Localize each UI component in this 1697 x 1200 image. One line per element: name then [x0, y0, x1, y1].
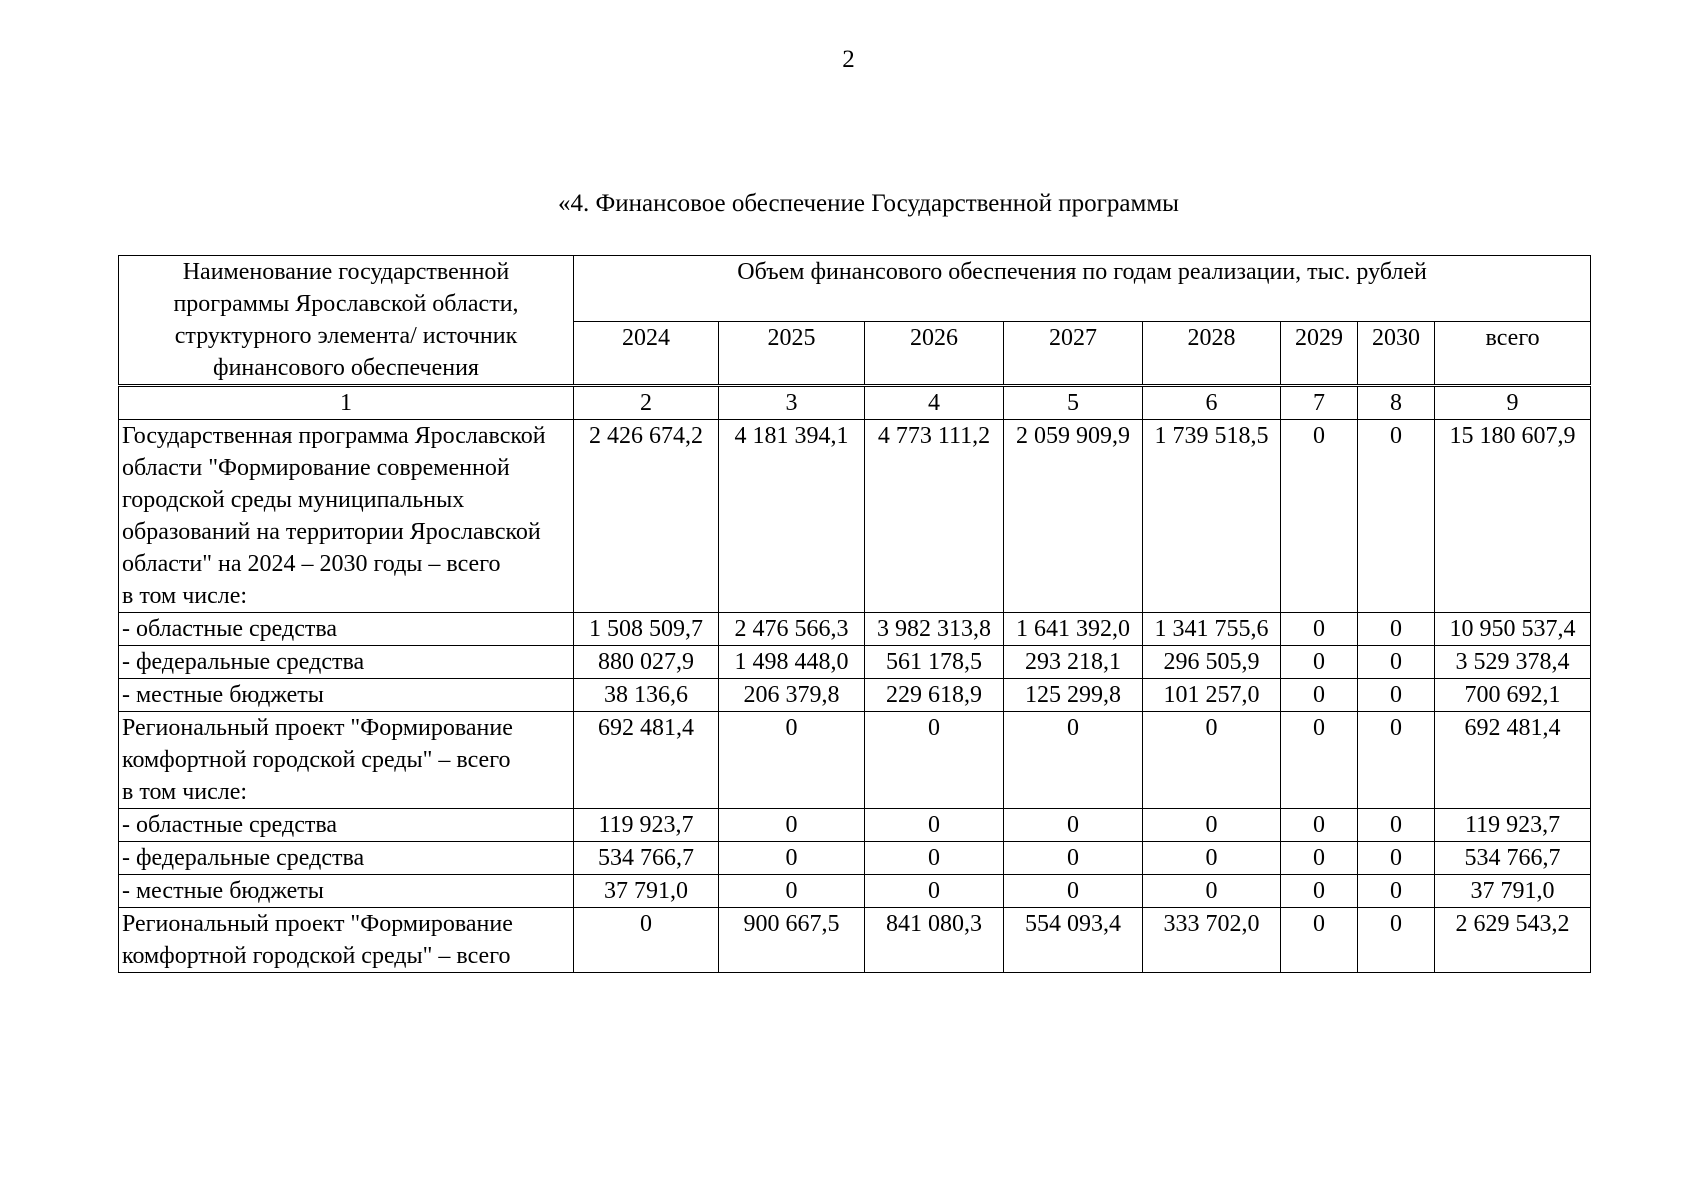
row-value: 554 093,4 [1004, 908, 1143, 973]
column-number: 7 [1281, 386, 1358, 420]
row-value: 101 257,0 [1143, 679, 1281, 712]
row-value: 0 [1143, 842, 1281, 875]
row-value: 0 [1281, 809, 1358, 842]
row-value: 0 [1143, 875, 1281, 908]
header-year: 2026 [865, 322, 1004, 386]
row-value: 0 [1004, 842, 1143, 875]
row-value: 119 923,7 [574, 809, 719, 842]
table-row [119, 875, 1591, 908]
row-value: 3 982 313,8 [865, 613, 1004, 646]
row-value: 0 [1143, 809, 1281, 842]
row-value: 841 080,3 [865, 908, 1004, 973]
row-value: 2 629 543,2 [1435, 908, 1591, 973]
row-value: 0 [865, 712, 1004, 809]
row-value: 0 [1004, 809, 1143, 842]
row-value: 125 299,8 [1004, 679, 1143, 712]
header-year: 2029 [1281, 322, 1358, 386]
row-value: 0 [1004, 712, 1143, 809]
row-value: 4 181 394,1 [719, 420, 865, 613]
row-value: 880 027,9 [574, 646, 719, 679]
row-value: 0 [719, 712, 865, 809]
header-year: 2024 [574, 322, 719, 386]
row-value: 0 [1358, 809, 1435, 842]
header-total: всего [1435, 322, 1591, 386]
header-year: 2025 [719, 322, 865, 386]
row-value: 206 379,8 [719, 679, 865, 712]
table-row [119, 646, 1591, 679]
row-value: 0 [1358, 613, 1435, 646]
row-value: 333 702,0 [1143, 908, 1281, 973]
row-value: 1 498 448,0 [719, 646, 865, 679]
table-row [119, 842, 1591, 875]
row-value: 0 [865, 875, 1004, 908]
row-value: 0 [1004, 875, 1143, 908]
row-value: 0 [1281, 875, 1358, 908]
row-name: - областные средства [119, 809, 574, 842]
row-value: 1 641 392,0 [1004, 613, 1143, 646]
row-name: - местные бюджеты [119, 875, 574, 908]
row-value: 0 [865, 809, 1004, 842]
row-value: 561 178,5 [865, 646, 1004, 679]
row-value: 692 481,4 [1435, 712, 1591, 809]
header-name-column: Наименование государственной программы Ярославской области, структурного элемента/ источник финансового обеспечения [119, 256, 574, 386]
row-name: - областные средства [119, 613, 574, 646]
table-row [119, 712, 1591, 809]
column-number: 3 [719, 386, 865, 420]
row-value: 37 791,0 [574, 875, 719, 908]
table-row [119, 809, 1591, 842]
row-value: 38 136,6 [574, 679, 719, 712]
header-year: 2030 [1358, 322, 1435, 386]
column-number: 1 [119, 386, 574, 420]
row-value: 0 [719, 809, 865, 842]
row-value: 0 [1281, 908, 1358, 973]
row-value: 10 950 537,4 [1435, 613, 1591, 646]
row-value: 0 [1281, 842, 1358, 875]
header-volume: Объем финансового обеспечения по годам реализации, тыс. рублей [574, 256, 1591, 322]
row-value: 692 481,4 [574, 712, 719, 809]
column-number: 5 [1004, 386, 1143, 420]
column-number: 9 [1435, 386, 1591, 420]
row-value: 0 [719, 875, 865, 908]
row-value: 2 426 674,2 [574, 420, 719, 613]
column-number: 6 [1143, 386, 1281, 420]
row-value: 1 341 755,6 [1143, 613, 1281, 646]
financing-table [118, 255, 1591, 973]
row-value: 0 [1358, 875, 1435, 908]
section-title: «4. Финансовое обеспечение Государственной программы [558, 190, 1179, 217]
row-value: 0 [1358, 420, 1435, 613]
table-row [119, 420, 1591, 613]
row-value: 0 [1281, 712, 1358, 809]
row-name: - федеральные средства [119, 842, 574, 875]
row-value: 2 059 909,9 [1004, 420, 1143, 613]
row-value: 119 923,7 [1435, 809, 1591, 842]
row-name: Региональный проект "Формирование комфортной городской среды" – всего в том числе: [119, 712, 574, 809]
column-number: 4 [865, 386, 1004, 420]
table-row [119, 679, 1591, 712]
row-name: - местные бюджеты [119, 679, 574, 712]
row-value: 293 218,1 [1004, 646, 1143, 679]
column-number: 2 [574, 386, 719, 420]
column-numbers-row [119, 386, 1591, 420]
row-value: 0 [1358, 646, 1435, 679]
row-value: 2 476 566,3 [719, 613, 865, 646]
row-value: 0 [1358, 908, 1435, 973]
row-value: 1 739 518,5 [1143, 420, 1281, 613]
row-value: 3 529 378,4 [1435, 646, 1591, 679]
row-value: 900 667,5 [719, 908, 865, 973]
row-value: 0 [574, 908, 719, 973]
row-value: 0 [1281, 679, 1358, 712]
row-value: 0 [1281, 646, 1358, 679]
header-year: 2028 [1143, 322, 1281, 386]
row-value: 0 [1358, 842, 1435, 875]
row-value: 0 [865, 842, 1004, 875]
column-number: 8 [1358, 386, 1435, 420]
table-row [119, 908, 1591, 973]
row-name: - федеральные средства [119, 646, 574, 679]
row-value: 296 505,9 [1143, 646, 1281, 679]
row-value: 0 [1281, 613, 1358, 646]
row-value: 0 [1143, 712, 1281, 809]
page-number: 2 [842, 46, 855, 73]
row-value: 0 [1281, 420, 1358, 613]
row-name: Государственная программа Ярославской области "Формирование современной городской среды муниципальных образований на территории Ярославской области" на 2024 – 2030 годы – всего в том числе: [119, 420, 574, 613]
row-value: 534 766,7 [574, 842, 719, 875]
row-value: 4 773 111,2 [865, 420, 1004, 613]
row-name: Региональный проект "Формирование комфортной городской среды" – всего [119, 908, 574, 973]
row-value: 15 180 607,9 [1435, 420, 1591, 613]
row-value: 1 508 509,7 [574, 613, 719, 646]
row-value: 0 [1358, 679, 1435, 712]
row-value: 0 [1358, 712, 1435, 809]
row-value: 0 [719, 842, 865, 875]
row-value: 229 618,9 [865, 679, 1004, 712]
row-value: 534 766,7 [1435, 842, 1591, 875]
header-year: 2027 [1004, 322, 1143, 386]
row-value: 37 791,0 [1435, 875, 1591, 908]
row-value: 700 692,1 [1435, 679, 1591, 712]
table-row [119, 613, 1591, 646]
